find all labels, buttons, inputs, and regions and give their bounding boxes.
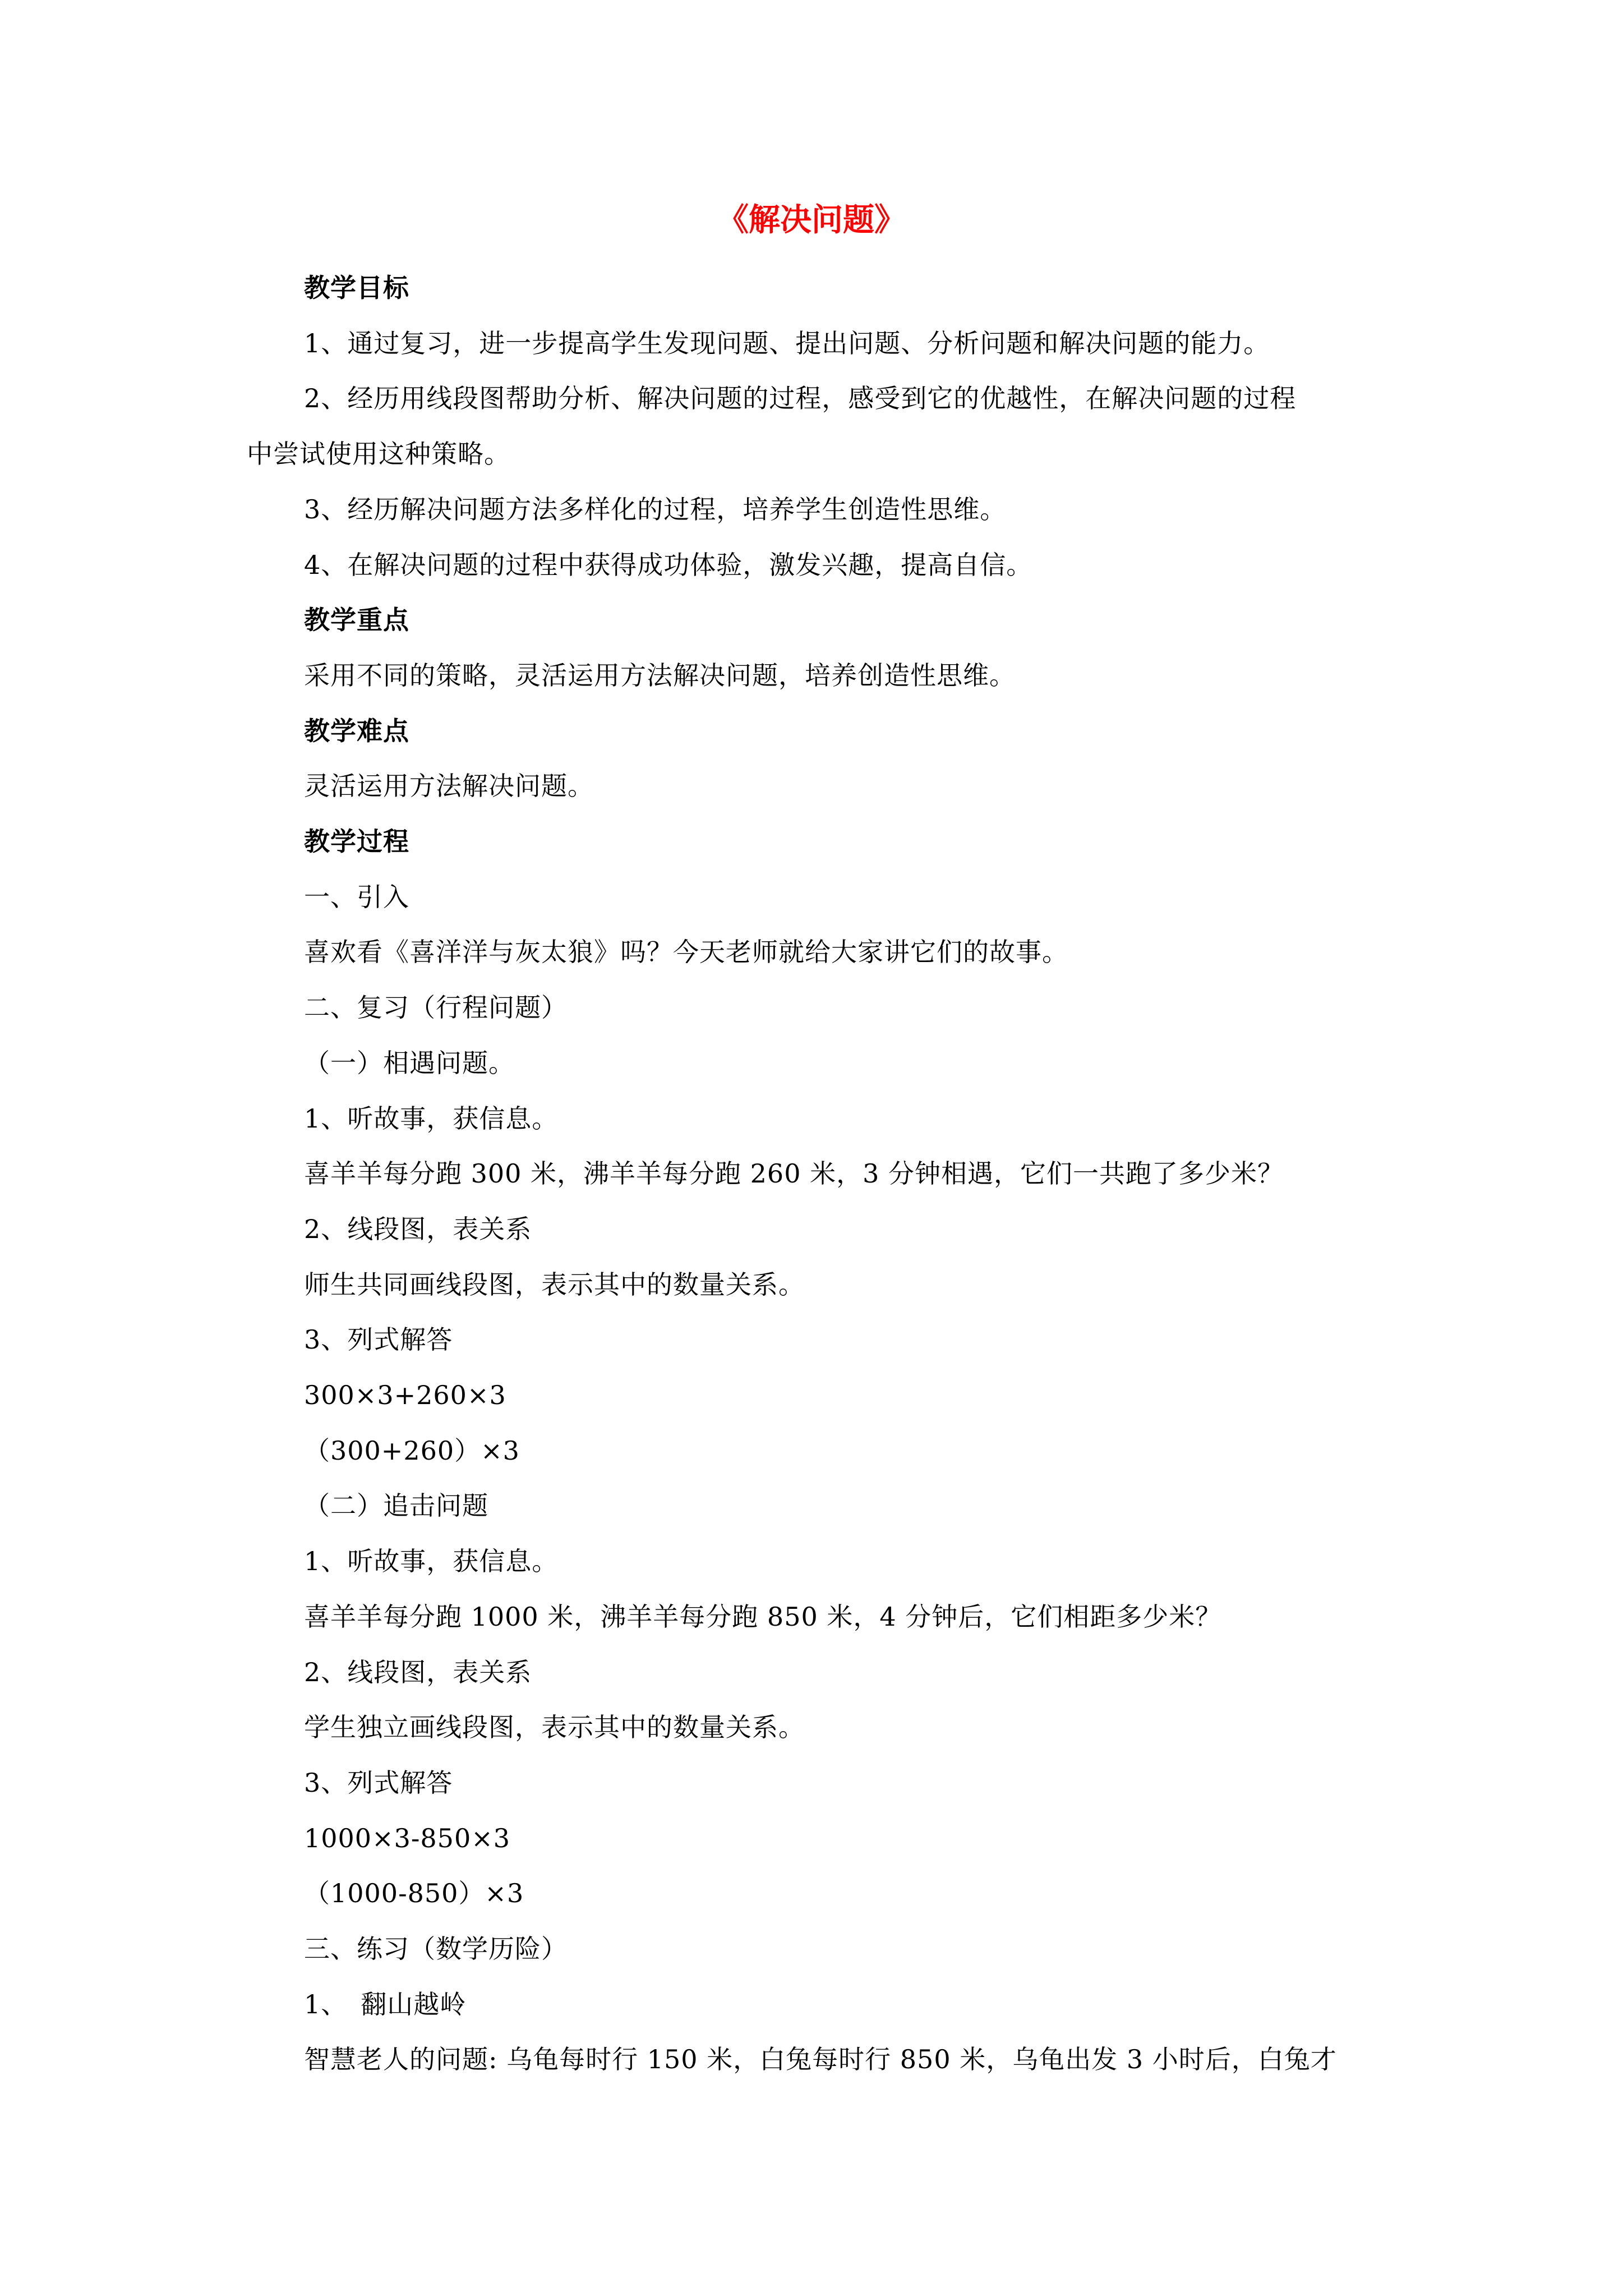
- body-text-line: 中尝试使用这种策略。: [247, 439, 510, 469]
- body-text-line: 3、列式解答: [304, 1324, 453, 1355]
- body-text-line: 喜欢看《喜洋洋与灰太狼》吗？今天老师就给大家讲它们的故事。: [304, 937, 1068, 967]
- body-text-line: 二、复习（行程问题）: [304, 992, 568, 1023]
- body-text-line: 1、听故事，获信息。: [304, 1546, 559, 1576]
- body-text-line: 师生共同画线段图，表示其中的数量关系。: [304, 1269, 805, 1300]
- section-heading: 教学过程: [304, 826, 409, 857]
- body-text-line: （300+260）×3: [304, 1435, 520, 1466]
- body-text-line: （1000-850）×3: [304, 1878, 524, 1908]
- body-text-line: 3、列式解答: [304, 1768, 453, 1798]
- body-text-line: 学生独立画线段图，表示其中的数量关系。: [304, 1712, 805, 1742]
- body-text-line: （一）相遇问题。: [304, 1048, 515, 1078]
- body-text-line: 智慧老人的问题: 乌龟每时行 150 米，白兔每时行 850 米，乌龟出发 3 小时后，白兔才: [304, 2044, 1337, 2074]
- body-text-line: 300×3+260×3: [304, 1380, 506, 1410]
- body-text-line: （二）追击问题: [304, 1490, 488, 1521]
- body-text-line: 喜羊羊每分跑 1000 米，沸羊羊每分跑 850 米，4 分钟后，它们相距多少米？: [304, 1602, 1222, 1632]
- section-heading: 教学重点: [304, 605, 409, 635]
- body-text-line: 1、听故事，获信息。: [304, 1103, 559, 1134]
- section-heading: 教学目标: [304, 273, 409, 303]
- body-text-line: 灵活运用方法解决问题。: [304, 771, 594, 801]
- body-text-line: 2、线段图，表关系: [304, 1214, 532, 1244]
- section-heading: 教学难点: [304, 716, 409, 746]
- document-title: 《解决问题》: [717, 201, 906, 238]
- body-text-line: 三、练习（数学历险）: [304, 1934, 568, 1964]
- body-text-line: 1、通过复习，进一步提高学生发现问题、提出问题、分析问题和解决问题的能力。: [304, 328, 1270, 358]
- body-text-line: 3、经历解决问题方法多样化的过程，培养学生创造性思维。: [304, 494, 1007, 524]
- body-text-line: 2、线段图，表关系: [304, 1657, 532, 1687]
- body-text-line: 4、在解决问题的过程中获得成功体验，激发兴趣，提高自信。: [304, 550, 1033, 580]
- body-text-line: 1、 翻山越岭: [304, 1989, 467, 2019]
- body-text-line: 一、引入: [304, 882, 409, 912]
- body-text-line: 喜羊羊每分跑 300 米，沸羊羊每分跑 260 米，3 分钟相遇，它们一共跑了多少米？: [304, 1158, 1284, 1189]
- body-text-line: 1000×3-850×3: [304, 1823, 511, 1853]
- body-text-line: 采用不同的策略，灵活运用方法解决问题，培养创造性思维。: [304, 660, 1016, 691]
- body-text-line: 2、经历用线段图帮助分析、解决问题的过程，感受到它的优越性，在解决问题的过程: [304, 383, 1297, 413]
